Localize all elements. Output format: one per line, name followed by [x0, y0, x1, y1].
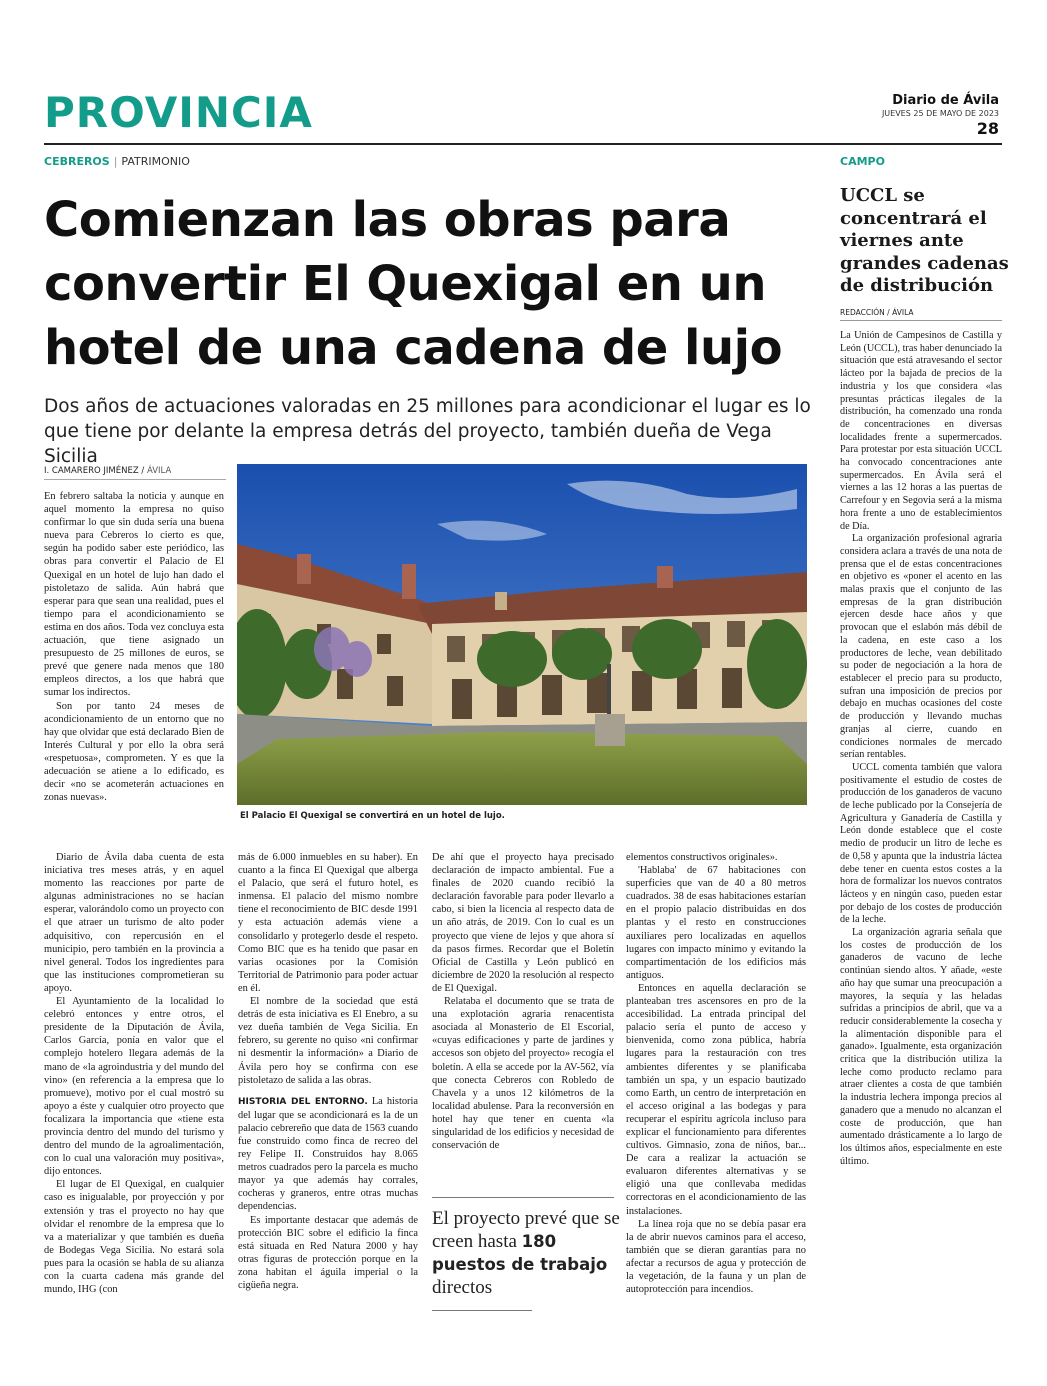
photo-caption: El Palacio El Quexigal se convertirá en un hotel de lujo. — [240, 811, 505, 821]
article-kicker — [44, 155, 190, 168]
publication-date: JUEVES 25 DE MAYO DE 2023 — [881, 109, 999, 118]
sidebar-byline: REDACCIÓN / ÁVILA — [840, 308, 914, 317]
pull-quote-bottom-rule — [432, 1310, 532, 1311]
paragraph-text: La historia del lugar que se acondicionará es la de un palacio cebrereño que data de 1563 cuando fue construido como finca de recreo del rey Felipe II. Construidos hay 8.065 metros cuadrados pero la parcela es mucho mayor ya que además hay corrales, cocheras y graneros, entre otras muchas dependencias. — [238, 1095, 418, 1213]
byline-place: ÁVILA — [146, 466, 172, 476]
page-number: 28 — [976, 119, 999, 138]
pull-quote-top-rule — [432, 1197, 614, 1198]
paragraph: Entonces en aquella declaración se planteaban tres ascensores en pro de la accesibilidad. La entrada principal del palacio sería el punto de acceso y bienvenida, como zona pública, habría lugares para la restauración con tres ambientes diferentes y se planificaba también un spa, y un espacio bautizado como Earth, un centro de interpretación en el acceso original a las bodegas y para recuperar el espíritu agrícola incluso para explicar el funcionamiento para diferentes cultivos. Gimnasio, zona de niños, bar... De cara a realizar la actuación se evaluaron diferentes alternativas y se eligió una que conllevaba medidas correctoras en el acondicionamiento de las instalaciones. — [626, 982, 806, 1217]
paragraph: Son por tanto 24 meses de acondicionamiento de un entorno que no hay que olvidar que está declarado Bien de Interés Cultural y por ello la obra será «respetuosa», comprometen. Y es que la adecuación se atiene a lo edificado, es decir «no se acometerán actuaciones en zonas nuevas». — [44, 700, 224, 804]
pull-quote-highlight: 180 puestos de trabajo — [432, 1232, 608, 1274]
paragraph: 'Hablaba' de 67 habitaciones con superficies que van de 40 a 80 metros cuadrados. 38 de esas habitaciones estarían en el propio palacio distribuidas en dos plantas y el resto en construcciones auxiliares pero localizadas en aquellos lugares con impacto mínimo y evitando la compartimentación de los edificios más antiguos. — [626, 865, 806, 981]
kicker-topic: PATRIMONIO — [121, 155, 190, 168]
paragraph: Es importante destacar que además de protección BIC sobre el edificio la finca está situada en Red Natura 2000 y hay otras figuras de protección porque en la zona habitan el águila imperial o la cigüeña negra. — [238, 1214, 418, 1291]
paragraph: elementos constructivos originales». — [626, 852, 778, 863]
paragraph — [238, 1095, 418, 1214]
paragraph: La organización profesional agraria considera aclara a través de una nota de prensa que el de estas concentraciones en objetivo es «poner el acento en las malas praxis que el conjunto de las empresas de la gran distribución ejercen desde hace años y que provocan que el eslabón más débil de la cadena, en este caso a los productores de leche, vean debilitado su poder de negociación a la hora de establecer el precio para su producto, sufran una imposición de precios por debajo en muchas ocasiones del coste de producción y llevando muchas granjas al cierre, cuando en condiciones normales de mercado serían rentables. — [840, 533, 1002, 761]
article-headline: Comienzan las obras para convertir El Quexigal en un hotel de una cadena de lujo — [44, 192, 783, 376]
palace-photo — [237, 464, 807, 805]
newspaper-name: Diario de Ávila — [892, 93, 999, 108]
paragraph: El nombre de la sociedad que está detrás de esta iniciativa es El Enebro, a su vez dueña también de Vega Sicilia. En febrero, su gerente no quiso «ni confirmar ni desmentir la información» a Diario de Ávila pero hoy se confirma con ese pistoletazo de salida a las obras. — [238, 996, 418, 1086]
paragraph: La línea roja que no se debía pasar era la de abrir nuevos caminos para el acceso, también que se dieran garantías para no afectar a recursos de agua y protección de la vegetación, de la fauna y un plan de autoprotección para incendios. — [626, 1218, 806, 1296]
paragraph: El Ayuntamiento de la localidad lo celebró entonces y entre otros, el presidente de la Diputación de Ávila, Carlos García, ponía en valor que el complejo hotelero llegara además de la mano de «la agroindustria y del mundo del vino» (en referencia a la empresa que lo promueve), motivo por el cual mostró su apoyo a éste y cualquier otro proyecto que focalizara la importancia que «tiene esta provincia dentro del mundo del turismo y dentro del mundo de la agroalimentación, con lo cual una valoración muy positiva», dijo entonces. — [44, 996, 224, 1178]
paragraph: UCCL comenta también que valora positivamente el estudio de costes de producción de los ganaderos de vacuno de leche publicado por la Consejería de Agricultura y Ganadería de Castilla y León donde establece que el coste medio de producir un litro de leche es de 0,58 y apunta que la industria láctea debe tener en cuenta estos costes a la hora de formalizar los nuevos contratos lácteos y en ningún caso, pueden estar por debajo de los costes de producción de la leche. — [840, 761, 1002, 926]
sidebar-section-label: CAMPO — [840, 155, 885, 168]
sidebar-byline-rule — [840, 320, 1002, 321]
paragraph: El lugar de El Quexigal, en cualquier caso es inigualable, por proyección y por extensión y tras el proyecto no hay que olvidar el renombre de la empresa que lo va a materializar y que también es dueña de Bodegas Vega Sicilia. No estará sola pues para la ocasión se habla de su alianza con la cuarta cadena más grande del mundo, IHG (con — [44, 1179, 224, 1296]
pull-quote-end: directos — [432, 1277, 493, 1298]
sidebar-body — [840, 330, 1002, 1168]
article-byline: I. CAMARERO JIMÉNEZ / ÁVILA — [44, 466, 172, 476]
section-title: PROVINCIA — [44, 88, 313, 137]
paragraph: En febrero saltaba la noticia y aunque en aquel momento la empresa no quiso confirmar lo que sin duda sería una buena nueva para Cebreros lo cierto es que, según ha podido saber este periódico, las obras para convertir el Palacio de El Quexigal en un hotel de lujo han dado el pistoletazo de salida. Aún habrá que esperar para que sean una realidad, pues el tiempo para el acondicionamiento se estima en dos años. Toda vez concluya esta actuación, que tiene asignado un presupuesto de 25 millones de euros, se prevé que genere nada menos que 180 empleos directos, a los que habrá que sumar los indirectos. — [44, 491, 224, 699]
article-column-2 — [238, 851, 418, 1292]
byline-rule — [44, 479, 226, 480]
palace-courtyard-image — [237, 464, 807, 805]
paragraph: La Unión de Campesinos de Castilla y León (UCCL), tras haber denunciado la situación que está atravesando el sector lácteo por la bajada de precios de la industria y los que considera «las presuntas prácticas ilegales de la distribución, ha comenzado una ronda de concentraciones en diversas localidades frente a supermercados. Para protestar por esta situación UCCL ha convocado concentraciones ante supermercados. En Ávila será el viernes a las 12 horas a las puertas de Carrefour y en Segovia será a la misma hora frente a uno de establecimientos de Día. — [840, 330, 1002, 532]
paragraph: Relataba el documento que se trata de una explotación agraria renacentista asociada al Monasterio de El Escorial, «cuyas edificaciones y parte de jardines y accesos son objeto del proyecto» recogía el boletín. A ella se accede por la AV-562, vía que conecta Cebreros con Robledo de Chavela y a unos 12 kilómetros de la localidad abulense. Para la reconversión en hotel hay que tener en cuenta «la singularidad de los edificios y necesidad de conservación de — [432, 996, 614, 1152]
article-column-1 — [44, 490, 224, 804]
article-column-4 — [626, 851, 806, 1296]
kicker-separator: | — [113, 155, 118, 168]
kicker-place: CEBREROS — [44, 155, 110, 168]
article-column-3 — [432, 851, 614, 1152]
section-subhead: HISTORIA DEL ENTORNO. — [238, 1096, 368, 1107]
pull-quote-text: El proyecto prevé que se creen hasta — [432, 1208, 620, 1252]
paragraph: Diario de Ávila daba cuenta de esta iniciativa tres meses atrás, y en aquel momento las reacciones por parte de algunas administraciones no se hacían esperar, valorándolo como un proyecto con el que atraer un turismo de alto poder adquisitivo, con repercusión en el municipio, pero también en la provincia a nivel general. Todos los ingredientes para que las instituciones comprometieran su apoyo. — [44, 852, 224, 994]
article-column-1b — [44, 851, 224, 1296]
article-subheadline: Dos años de actuaciones valoradas en 25 millones para acondicionar el lugar es lo que tiene por delante la empresa detrás del proyecto, también dueña de Vega Sicilia — [44, 396, 811, 467]
sidebar-headline: UCCL se concentrará el viernes ante grandes cadenas de distribución — [840, 185, 1009, 296]
pull-quote — [432, 1207, 620, 1299]
header-rule — [44, 143, 1002, 145]
paragraph: De ahí que el proyecto haya precisado declaración de impacto ambiental. Fue a finales de 2020 cuando recibió la declaración favorable para poder llevarlo a cabo, si bien la licencia al respecto data de un año atrás, de 2019. Con lo cual es un proyecto que viene de lejos y que ahora sí da pasos firmes. Recordar que el Boletín Oficial de Castilla y León publicó en diciembre de 2020 la resolución al respecto de El Quexigal. — [432, 852, 614, 994]
paragraph: La organización agraria señala que los costes de producción de los ganaderos de vacuno de leche continúan siendo altos. Y añade, «este año hay que sumar una preocupación a mayores, la sequía y las heladas sufridas a principios de abril, que va a reducir considerablemente la cosecha y la alimentación disponible para el ganado». Igualmente, esta organización critica que la distribución utiliza la leche como producto reclamo para atraer clientes a costa de que también la industria lechera imponga precios al ganadero que a menudo no alcanzan el coste de producción, que han aumentado drásticamente a lo largo de los últimos años, especialmente en este último. — [840, 927, 1002, 1167]
paragraph: más de 6.000 inmuebles en su haber). En cuanto a la finca El Quexigal que alberga el Palacio, que será el futuro hotel, es inmensa. El palacio del mismo nombre tiene el reconocimiento de BIC desde 1991 y esta actuación además viene a consolidarlo y protegerlo desde el respeto. Como BIC que es ha tenido que pasar en varias ocasiones por la Comisión Territorial de Patrimonio para poder actuar en él. — [238, 852, 418, 994]
byline-author: I. CAMARERO JIMÉNEZ — [44, 466, 139, 476]
